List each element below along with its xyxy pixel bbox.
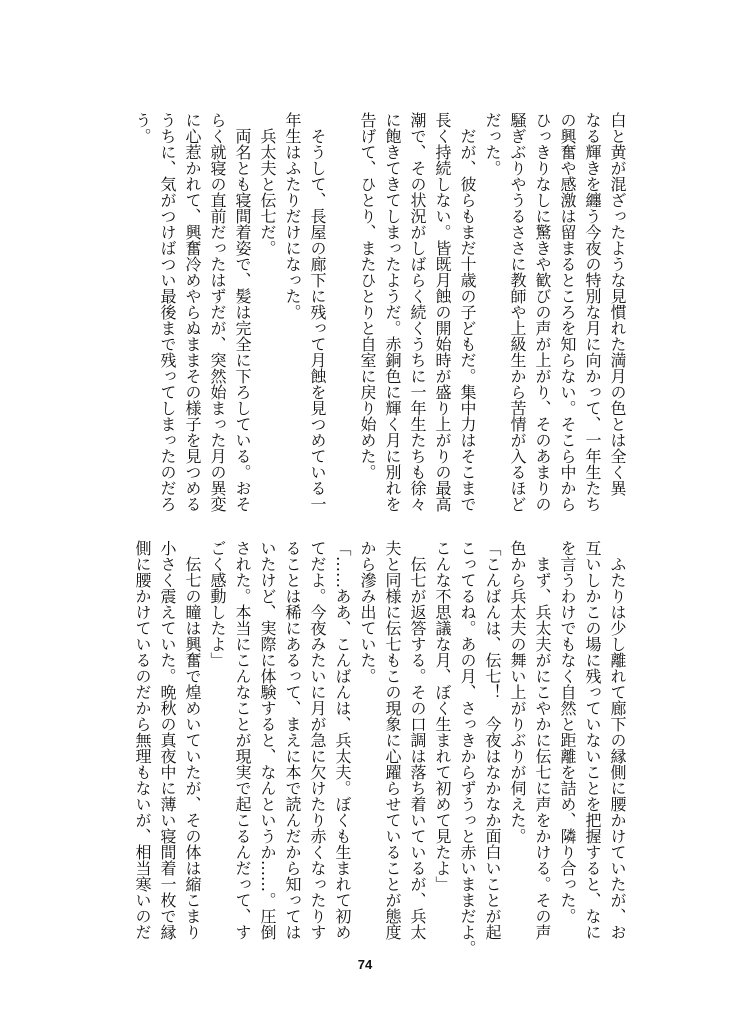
upper-text-block: 白と黄が混ざったような見慣れた満月の色とは全く異 なる輝きを纏う今夜の特別な月に向かって、一年生たち の興奮や感激は留まるところを知らない。そこら中から ひっきりなしに驚きや歓びの声が上がり、そのあまりの 騒ぎぶりやうるささに教師や上級生から苦情が入るほど だった。 だが、彼らもまだ十歳の子どもだ。集中力はそこまで 長く持続しない。皆既月蝕の開始時が盛り上がりの最高 潮で、その状況がしばらく続くうちに一年生たちも徐々 に飽きてきてしまったようだ。赤銅色に輝く月に別れを 告げて、ひとり、またひとりと自室に戻り始めた。 そうして、長屋の廊下に残って月蝕を見つめている一 年生はふたりだけになった。 兵太夫と伝七だ。 両名とも寝間着姿で、髪は完全に下ろしている。おそ らく就寝の直前だったはずだが、突然始まった月の異変 に心惹かれて、興奮冷めやらぬままその様子を見つめる うちに、気がつけばつい最後まで残ってしまったのだろ う。: [133, 112, 627, 512]
lower-text-block: ふたりは少し離れて廊下の縁側に腰かけていたが、お 互いしかこの場に残っていないことを把握すると、なに を言うわけでもなく自然と距離を詰め、隣り合った。 まず、兵太夫がにこやかに伝七に声をかける。その声 色から兵太夫の舞い上がりぶりが伺えた。 「こんばんは、伝七！ 今夜はなかなか面白いことが起 こってるね。あの月、さっきからずうっと赤いままだよ。 こんな不思議な月、ぼく生まれて初めて見たよ」 伝七が返答する。その口調は落ち着いているが、兵太 夫と同様に伝七もこの現象に心躍らせていることが態度 から滲み出ていた。 「……ああ、こんばんは、兵太夫。ぼくも生まれて初め てだよ。今夜みたいに月が急に欠けたり赤くなったりす ることは稀にあるって、まえに本で読んだから知っては いたけど、実際に体験すると、なんというか……。圧倒 された。本当にこんなことが現実で起こるんだって、す ごく感動したよ」 伝七の瞳は興奮で煌めいていたが、その体は縮こまり 小さく震えていた。晩秋の真夜中に薄い寝間着一枚で縁 側に腰かけているのだから無理もないが、相当寒いのだ: [133, 540, 627, 956]
page-number: 74: [357, 957, 373, 972]
